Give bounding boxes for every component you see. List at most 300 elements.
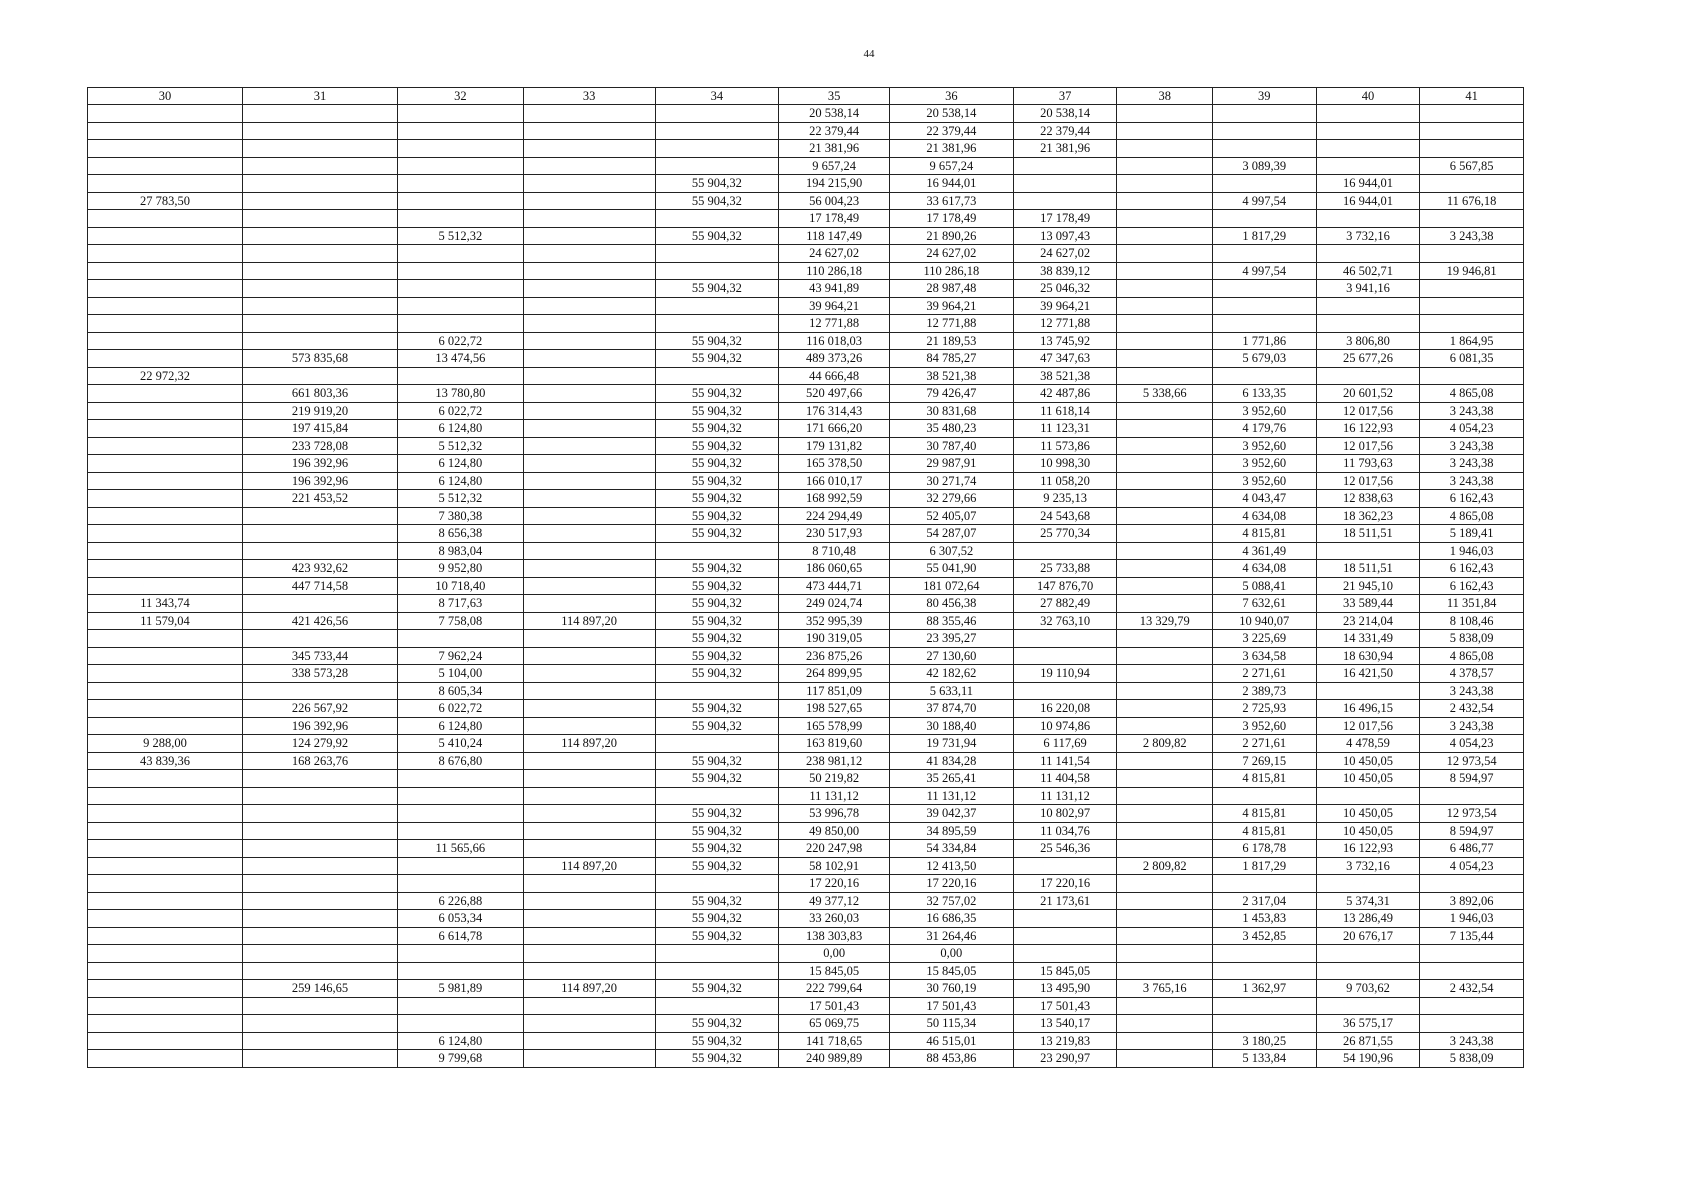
table-cell: 224 294,49 <box>779 507 890 525</box>
table-cell <box>1117 1032 1213 1050</box>
table-cell <box>1117 805 1213 823</box>
table-cell <box>655 297 779 315</box>
table-cell: 6 567,85 <box>1420 157 1524 175</box>
table-cell: 35 265,41 <box>889 770 1013 788</box>
table-row <box>88 472 1524 490</box>
table-cell: 55 904,32 <box>655 927 779 945</box>
table-row <box>88 542 1524 560</box>
table-cell <box>397 857 523 875</box>
table-cell: 4 634,08 <box>1212 507 1316 525</box>
table-row <box>88 770 1524 788</box>
column-header: 31 <box>242 88 397 105</box>
table-cell: 240 989,89 <box>779 1050 890 1068</box>
table-cell: 423 932,62 <box>242 560 397 578</box>
table-cell: 117 851,09 <box>779 682 890 700</box>
table-row <box>88 367 1524 385</box>
table-cell <box>523 367 655 385</box>
table-cell: 37 874,70 <box>889 700 1013 718</box>
table-row <box>88 857 1524 875</box>
table-cell <box>88 700 243 718</box>
table-cell <box>88 875 243 893</box>
table-cell: 11 131,12 <box>779 787 890 805</box>
table-cell <box>1013 945 1117 963</box>
table-cell <box>523 175 655 193</box>
table-cell: 21 890,26 <box>889 227 1013 245</box>
table-cell <box>655 105 779 123</box>
table-cell <box>397 770 523 788</box>
table-cell: 1 453,83 <box>1212 910 1316 928</box>
table-cell <box>1316 787 1420 805</box>
table-cell: 5 512,32 <box>397 227 523 245</box>
table-cell: 23 214,04 <box>1316 612 1420 630</box>
table-cell <box>1117 647 1213 665</box>
table-cell: 46 502,71 <box>1316 262 1420 280</box>
table-cell: 16 220,08 <box>1013 700 1117 718</box>
table-cell <box>242 140 397 158</box>
table-cell: 6 226,88 <box>397 892 523 910</box>
table-cell: 1 817,29 <box>1212 857 1316 875</box>
table-cell <box>1117 945 1213 963</box>
table-cell <box>1117 315 1213 333</box>
table-cell <box>655 875 779 893</box>
table-cell: 0,00 <box>779 945 890 963</box>
table-cell <box>1117 700 1213 718</box>
table-cell: 88 453,86 <box>889 1050 1013 1068</box>
table-cell: 9 288,00 <box>88 735 243 753</box>
table-cell: 55 904,32 <box>655 577 779 595</box>
table-cell: 20 676,17 <box>1316 927 1420 945</box>
table-cell <box>1316 315 1420 333</box>
table-cell: 4 865,08 <box>1420 647 1524 665</box>
table-cell <box>242 525 397 543</box>
header-row <box>88 88 1524 105</box>
table-cell <box>1117 595 1213 613</box>
table-cell <box>523 280 655 298</box>
table-cell <box>655 210 779 228</box>
table-cell: 17 501,43 <box>889 997 1013 1015</box>
table-cell: 12 017,56 <box>1316 402 1420 420</box>
table-cell: 3 941,16 <box>1316 280 1420 298</box>
table-cell: 118 147,49 <box>779 227 890 245</box>
table-cell <box>242 367 397 385</box>
table-cell: 6 486,77 <box>1420 840 1524 858</box>
table-cell <box>523 752 655 770</box>
table-cell: 55 904,32 <box>655 910 779 928</box>
table-cell <box>242 892 397 910</box>
table-cell <box>523 542 655 560</box>
table-cell <box>88 840 243 858</box>
table-cell: 4 865,08 <box>1420 385 1524 403</box>
table-row <box>88 577 1524 595</box>
table-cell <box>88 857 243 875</box>
table-cell: 114 897,20 <box>523 612 655 630</box>
table-cell: 3 225,69 <box>1212 630 1316 648</box>
table-cell: 4 054,23 <box>1420 857 1524 875</box>
table-cell <box>1013 542 1117 560</box>
table-cell <box>88 332 243 350</box>
table-row <box>88 262 1524 280</box>
table-cell: 23 290,97 <box>1013 1050 1117 1068</box>
table-cell <box>1316 140 1420 158</box>
table-cell: 10 450,05 <box>1316 752 1420 770</box>
table-cell: 16 944,01 <box>889 175 1013 193</box>
table-row <box>88 1015 1524 1033</box>
table-cell: 12 771,88 <box>889 315 1013 333</box>
table-cell: 186 060,65 <box>779 560 890 578</box>
table-cell: 7 962,24 <box>397 647 523 665</box>
table-cell: 421 426,56 <box>242 612 397 630</box>
table-cell: 33 260,03 <box>779 910 890 928</box>
table-cell: 55 904,32 <box>655 472 779 490</box>
table-cell <box>88 945 243 963</box>
table-cell <box>88 647 243 665</box>
table-cell: 80 456,38 <box>889 595 1013 613</box>
table-cell <box>1212 175 1316 193</box>
table-cell: 3 243,38 <box>1420 717 1524 735</box>
table-cell: 5 512,32 <box>397 437 523 455</box>
table-cell: 35 480,23 <box>889 420 1013 438</box>
table-cell <box>523 437 655 455</box>
table-cell <box>242 630 397 648</box>
table-cell <box>242 1050 397 1068</box>
table-cell <box>523 157 655 175</box>
table-cell <box>523 1050 655 1068</box>
table-cell <box>1316 682 1420 700</box>
table-cell: 16 421,50 <box>1316 665 1420 683</box>
table-cell: 11 404,58 <box>1013 770 1117 788</box>
table-cell <box>523 210 655 228</box>
table-cell <box>1117 752 1213 770</box>
table-cell: 16 122,93 <box>1316 420 1420 438</box>
table-cell: 190 319,05 <box>779 630 890 648</box>
table-cell <box>1212 140 1316 158</box>
table-cell: 18 630,94 <box>1316 647 1420 665</box>
table-cell: 2 725,93 <box>1212 700 1316 718</box>
table-cell: 5 512,32 <box>397 490 523 508</box>
table-cell: 38 521,38 <box>1013 367 1117 385</box>
table-cell <box>1212 315 1316 333</box>
table-cell: 58 102,91 <box>779 857 890 875</box>
table-cell: 18 511,51 <box>1316 560 1420 578</box>
table-cell: 8 983,04 <box>397 542 523 560</box>
table-cell <box>88 997 243 1015</box>
table-cell: 2 317,04 <box>1212 892 1316 910</box>
table-cell: 110 286,18 <box>889 262 1013 280</box>
table-cell <box>397 280 523 298</box>
table-cell <box>1013 910 1117 928</box>
table-cell <box>1212 105 1316 123</box>
table-cell <box>523 472 655 490</box>
table-cell <box>655 735 779 753</box>
table-cell <box>88 1015 243 1033</box>
table-cell: 23 395,27 <box>889 630 1013 648</box>
table-row <box>88 437 1524 455</box>
table-cell <box>88 1050 243 1068</box>
table-cell: 473 444,71 <box>779 577 890 595</box>
table-cell: 8 717,63 <box>397 595 523 613</box>
table-cell: 5 838,09 <box>1420 1050 1524 1068</box>
table-cell: 489 373,26 <box>779 350 890 368</box>
table-cell <box>88 472 243 490</box>
table-cell <box>88 577 243 595</box>
table-cell: 25 733,88 <box>1013 560 1117 578</box>
table-cell: 3 243,38 <box>1420 227 1524 245</box>
table-cell: 27 882,49 <box>1013 595 1117 613</box>
table-row <box>88 525 1524 543</box>
table-cell: 6 022,72 <box>397 402 523 420</box>
table-cell: 49 377,12 <box>779 892 890 910</box>
table-cell: 18 511,51 <box>1316 525 1420 543</box>
table-cell <box>1212 787 1316 805</box>
table-cell: 21 381,96 <box>779 140 890 158</box>
table-cell: 661 803,36 <box>242 385 397 403</box>
table-cell: 181 072,64 <box>889 577 1013 595</box>
table-cell <box>1117 525 1213 543</box>
table-cell: 11 573,86 <box>1013 437 1117 455</box>
table-row <box>88 157 1524 175</box>
table-cell <box>523 140 655 158</box>
data-table <box>87 87 1524 1068</box>
table-cell: 15 845,05 <box>779 962 890 980</box>
table-cell: 7 135,44 <box>1420 927 1524 945</box>
table-cell: 10 998,30 <box>1013 455 1117 473</box>
table-cell: 30 831,68 <box>889 402 1013 420</box>
table-cell: 2 432,54 <box>1420 980 1524 998</box>
table-cell: 27 783,50 <box>88 192 243 210</box>
table-cell: 11 579,04 <box>88 612 243 630</box>
table-cell: 220 247,98 <box>779 840 890 858</box>
table-cell: 10 974,86 <box>1013 717 1117 735</box>
table-cell: 3 806,80 <box>1316 332 1420 350</box>
table-cell: 54 287,07 <box>889 525 1013 543</box>
table-cell: 50 219,82 <box>779 770 890 788</box>
table-cell <box>397 630 523 648</box>
table-cell: 4 815,81 <box>1212 770 1316 788</box>
table-cell: 222 799,64 <box>779 980 890 998</box>
table-cell: 10 450,05 <box>1316 805 1420 823</box>
table-cell: 55 904,32 <box>655 857 779 875</box>
table-cell <box>1316 997 1420 1015</box>
table-cell <box>397 105 523 123</box>
table-cell: 55 904,32 <box>655 332 779 350</box>
table-row <box>88 1032 1524 1050</box>
table-cell: 6 124,80 <box>397 717 523 735</box>
table-cell <box>523 227 655 245</box>
table-cell <box>242 542 397 560</box>
table-cell <box>242 910 397 928</box>
table-cell: 5 088,41 <box>1212 577 1316 595</box>
table-cell: 88 355,46 <box>889 612 1013 630</box>
table-row <box>88 752 1524 770</box>
table-cell: 236 875,26 <box>779 647 890 665</box>
table-cell: 5 133,84 <box>1212 1050 1316 1068</box>
column-header: 34 <box>655 88 779 105</box>
table-cell <box>523 595 655 613</box>
table-cell: 42 182,62 <box>889 665 1013 683</box>
table-cell <box>88 210 243 228</box>
table-cell: 1 946,03 <box>1420 542 1524 560</box>
table-cell: 3 732,16 <box>1316 227 1420 245</box>
table-cell <box>88 350 243 368</box>
table-cell <box>523 647 655 665</box>
column-header: 30 <box>88 88 243 105</box>
table-cell: 28 987,48 <box>889 280 1013 298</box>
table-cell <box>88 1032 243 1050</box>
table-cell: 11 618,14 <box>1013 402 1117 420</box>
table-cell: 43 941,89 <box>779 280 890 298</box>
table-cell: 0,00 <box>889 945 1013 963</box>
table-cell <box>242 927 397 945</box>
table-row <box>88 1050 1524 1068</box>
column-header: 39 <box>1212 88 1316 105</box>
table-cell: 4 997,54 <box>1212 262 1316 280</box>
table-cell <box>242 262 397 280</box>
table-cell <box>88 630 243 648</box>
table-cell <box>1420 105 1524 123</box>
table-cell: 17 178,49 <box>889 210 1013 228</box>
table-cell <box>397 262 523 280</box>
table-cell: 163 819,60 <box>779 735 890 753</box>
table-cell <box>242 227 397 245</box>
table-cell: 14 331,49 <box>1316 630 1420 648</box>
table-cell: 1 946,03 <box>1420 910 1524 928</box>
table-cell <box>1420 945 1524 963</box>
table-cell <box>88 245 243 263</box>
table-cell: 11 034,76 <box>1013 822 1117 840</box>
table-cell <box>1316 210 1420 228</box>
table-cell: 30 760,19 <box>889 980 1013 998</box>
table-cell <box>1013 192 1117 210</box>
table-cell: 8 594,97 <box>1420 822 1524 840</box>
table-cell: 3 243,38 <box>1420 402 1524 420</box>
table-cell <box>242 1015 397 1033</box>
table-cell: 55 904,32 <box>655 455 779 473</box>
table-cell <box>523 507 655 525</box>
table-cell: 3 243,38 <box>1420 472 1524 490</box>
table-cell: 17 220,16 <box>779 875 890 893</box>
table-cell: 11 351,84 <box>1420 595 1524 613</box>
table-cell <box>523 910 655 928</box>
table-cell <box>1117 490 1213 508</box>
table-cell: 33 589,44 <box>1316 595 1420 613</box>
table-row <box>88 280 1524 298</box>
table-cell <box>397 805 523 823</box>
table-cell: 13 474,56 <box>397 350 523 368</box>
table-cell <box>523 787 655 805</box>
table-cell: 7 758,08 <box>397 612 523 630</box>
table-cell <box>1117 367 1213 385</box>
table-cell <box>655 997 779 1015</box>
table-cell: 114 897,20 <box>523 980 655 998</box>
table-cell: 30 188,40 <box>889 717 1013 735</box>
table-row <box>88 840 1524 858</box>
table-cell: 13 286,49 <box>1316 910 1420 928</box>
table-cell <box>88 822 243 840</box>
table-cell: 84 785,27 <box>889 350 1013 368</box>
table-cell <box>1117 105 1213 123</box>
table-cell: 13 780,80 <box>397 385 523 403</box>
table-cell <box>397 297 523 315</box>
page-number: 44 <box>863 48 875 60</box>
table-cell <box>397 315 523 333</box>
table-cell: 165 378,50 <box>779 455 890 473</box>
table-cell: 9 657,24 <box>779 157 890 175</box>
table-cell <box>88 140 243 158</box>
table-cell: 2 271,61 <box>1212 665 1316 683</box>
table-cell: 7 632,61 <box>1212 595 1316 613</box>
table-cell: 3 952,60 <box>1212 717 1316 735</box>
table-cell: 55 904,32 <box>655 717 779 735</box>
table-cell: 10 450,05 <box>1316 822 1420 840</box>
table-cell <box>523 560 655 578</box>
table-cell <box>88 385 243 403</box>
table-cell: 12 017,56 <box>1316 437 1420 455</box>
table-cell: 114 897,20 <box>523 735 655 753</box>
table-cell: 12 973,54 <box>1420 752 1524 770</box>
table-cell: 19 731,94 <box>889 735 1013 753</box>
table-row <box>88 997 1524 1015</box>
table-cell <box>1117 682 1213 700</box>
table-cell <box>1117 472 1213 490</box>
table-cell: 12 017,56 <box>1316 472 1420 490</box>
table-cell <box>1316 297 1420 315</box>
table-cell <box>1117 332 1213 350</box>
table-row <box>88 192 1524 210</box>
table-cell: 36 575,17 <box>1316 1015 1420 1033</box>
table-cell: 3 892,06 <box>1420 892 1524 910</box>
table-cell: 55 904,32 <box>655 752 779 770</box>
table-cell: 39 964,21 <box>779 297 890 315</box>
table-cell: 21 381,96 <box>889 140 1013 158</box>
table-cell <box>242 770 397 788</box>
table-cell: 230 517,93 <box>779 525 890 543</box>
table-cell: 179 131,82 <box>779 437 890 455</box>
table-cell: 22 379,44 <box>1013 122 1117 140</box>
table-cell <box>242 857 397 875</box>
table-cell: 6 117,69 <box>1013 735 1117 753</box>
table-cell: 1 362,97 <box>1212 980 1316 998</box>
table-cell <box>88 227 243 245</box>
table-cell <box>1117 910 1213 928</box>
table-cell <box>1212 122 1316 140</box>
table-row <box>88 682 1524 700</box>
table-cell <box>88 297 243 315</box>
table-row <box>88 420 1524 438</box>
table-cell: 6 053,34 <box>397 910 523 928</box>
table-cell: 6 178,78 <box>1212 840 1316 858</box>
table-cell <box>1117 210 1213 228</box>
table-cell <box>1117 507 1213 525</box>
table-cell: 3 243,38 <box>1420 455 1524 473</box>
table-cell <box>88 157 243 175</box>
table-cell <box>1420 280 1524 298</box>
table-cell <box>397 875 523 893</box>
table-row <box>88 717 1524 735</box>
table-cell: 54 334,84 <box>889 840 1013 858</box>
table-cell <box>1212 962 1316 980</box>
table-cell: 55 904,32 <box>655 560 779 578</box>
table-cell <box>397 787 523 805</box>
table-cell <box>655 787 779 805</box>
table-cell: 6 307,52 <box>889 542 1013 560</box>
table-cell <box>88 105 243 123</box>
table-row <box>88 910 1524 928</box>
table-cell <box>523 525 655 543</box>
table-cell: 8 676,80 <box>397 752 523 770</box>
table-cell <box>1013 157 1117 175</box>
table-cell <box>523 665 655 683</box>
table-cell <box>1013 927 1117 945</box>
